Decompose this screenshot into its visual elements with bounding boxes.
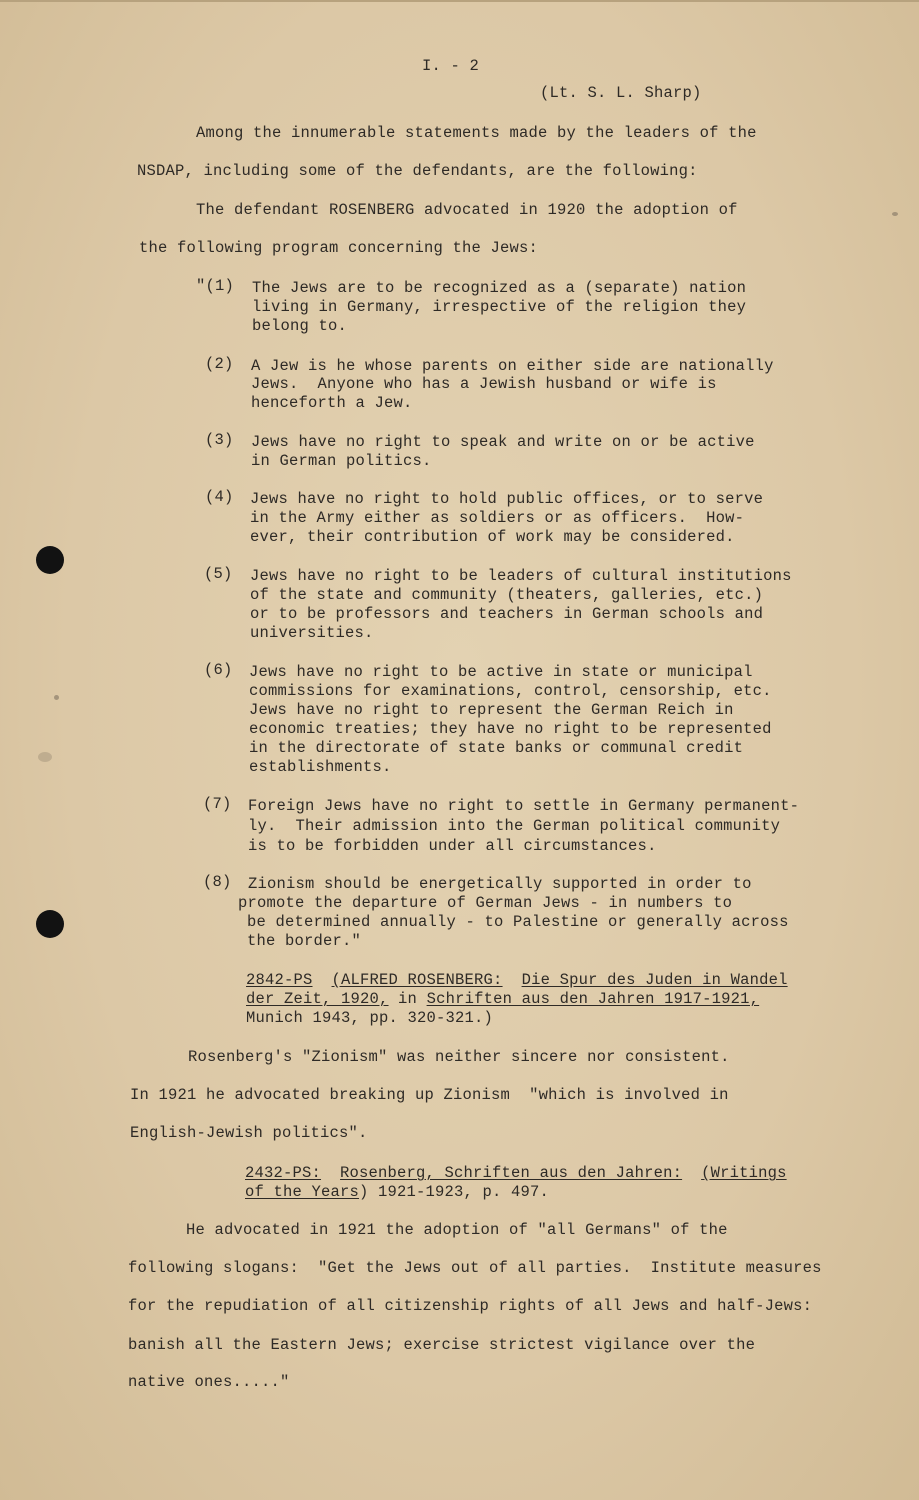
program-item-number: (6) xyxy=(204,661,233,679)
program-item-text: belong to. xyxy=(252,317,348,335)
punch-hole-upper xyxy=(36,546,64,574)
program-item-text: establishments. xyxy=(249,758,392,776)
program-item-number: (7) xyxy=(203,795,232,813)
program-item-text: be determined annually - to Palestine or generally across xyxy=(247,913,789,931)
citation-1-in: in xyxy=(398,990,418,1008)
citation-1-line-1 xyxy=(246,971,788,990)
citation-1-doc: 2842-PS xyxy=(246,971,313,989)
citation-1-title-b: der Zeit, 1920, xyxy=(246,990,389,1008)
program-item-number: "(1) xyxy=(196,277,235,295)
program-item-text: Zionism should be energetically supported in order to xyxy=(248,875,752,893)
program-item-text: universities. xyxy=(250,624,374,642)
program-item-text: The Jews are to be recognized as a (separate) nation xyxy=(252,279,747,297)
program-item-text: Jews have no right to be active in state or municipal xyxy=(249,663,753,681)
program-item-text: or to be professors and teachers in German schools and xyxy=(250,605,764,623)
citation-2-rest: ) 1921-1923, p. 497. xyxy=(359,1183,550,1201)
page-top-edge xyxy=(0,0,919,2)
program-item-number: (2) xyxy=(205,355,234,373)
para-2-line-1: Rosenberg's "Zionism" was neither sincere nor consistent. xyxy=(188,1048,730,1066)
citation-1-line-2 xyxy=(246,990,759,1009)
para-2-line-2: In 1921 he advocated breaking up Zionism "which is involved in xyxy=(130,1086,729,1104)
intro-line-2: NSDAP, including some of the defendants, are the following: xyxy=(137,162,698,180)
para-3-line-2: following slogans: "Get the Jews out of all parties. Institute measures xyxy=(128,1259,822,1277)
author-line: (Lt. S. L. Sharp) xyxy=(540,84,702,102)
program-item-text: Jews have no right to be leaders of cultural institutions xyxy=(250,567,792,585)
program-item-text: ly. Their admission into the German political community xyxy=(248,817,781,835)
citation-1-author: (ALFRED ROSENBERG: xyxy=(331,971,503,989)
citation-2-line-1 xyxy=(245,1164,787,1183)
program-item-number: (3) xyxy=(205,431,234,449)
program-item-text: Jews. Anyone who has a Jewish husband or wife is xyxy=(251,375,717,393)
citation-2-doc: 2432-PS: xyxy=(245,1164,322,1182)
citation-2-trans-b: of the Years xyxy=(245,1183,360,1201)
program-item-number: (5) xyxy=(204,565,233,583)
punch-hole-lower xyxy=(36,910,64,938)
program-item-text: henceforth a Jew. xyxy=(251,394,413,412)
citation-2-trans-a: (Writings xyxy=(701,1164,787,1182)
page-number: I. - 2 xyxy=(422,57,480,75)
citation-2-title: Rosenberg, Schriften aus den Jahren: xyxy=(340,1164,683,1182)
program-item-text: Jews have no right to speak and write on or be active xyxy=(251,433,755,451)
program-item-text: Jews have no right to represent the German Reich in xyxy=(249,701,734,719)
ink-smudge xyxy=(38,752,52,762)
program-item-text: Foreign Jews have no right to settle in Germany permanent- xyxy=(248,797,800,815)
program-item-text: is to be forbidden under all circumstances. xyxy=(248,837,657,855)
intro-line-4: the following program concerning the Jews: xyxy=(139,239,539,257)
ink-smudge xyxy=(892,212,898,216)
program-item-text: in the directorate of state banks or communal credit xyxy=(249,739,744,757)
program-item-text: in the Army either as soldiers or as officers. How- xyxy=(250,509,745,527)
program-item-text: Jews have no right to hold public offices, or to serve xyxy=(250,490,764,508)
ink-smudge xyxy=(54,695,59,700)
program-item-number: (8) xyxy=(203,873,232,891)
citation-1-imprint: Munich 1943, pp. 320-321.) xyxy=(246,1009,494,1027)
citation-1-work: Schriften aus den Jahren 1917-1921, xyxy=(426,990,760,1008)
program-item-text: economic treaties; they have no right to be represented xyxy=(249,720,772,738)
para-3-line-3: for the repudiation of all citizenship rights of all Jews and half-Jews: xyxy=(128,1297,813,1315)
program-item-text: promote the departure of German Jews - in numbers to xyxy=(238,894,733,912)
para-3-line-1: He advocated in 1921 the adoption of "all Germans" of the xyxy=(186,1221,728,1239)
intro-line-1: Among the innumerable statements made by the leaders of the xyxy=(196,124,757,142)
para-3-line-4: banish all the Eastern Jews; exercise strictest vigilance over the xyxy=(128,1336,756,1354)
program-item-number: (4) xyxy=(205,488,234,506)
para-3-line-5: native ones....." xyxy=(128,1373,290,1391)
program-item-text: A Jew is he whose parents on either side are nationally xyxy=(251,357,774,375)
program-item-text: living in Germany, irrespective of the religion they xyxy=(252,298,747,316)
program-item-text: in German politics. xyxy=(251,452,432,470)
program-item-text: commissions for examinations, control, censorship, etc. xyxy=(249,682,772,700)
citation-2-line-2 xyxy=(245,1183,549,1202)
intro-line-3: The defendant ROSENBERG advocated in 1920 the adoption of xyxy=(196,201,738,219)
para-2-line-3: English-Jewish politics". xyxy=(130,1124,368,1142)
program-item-text: ever, their contribution of work may be considered. xyxy=(250,528,735,546)
program-item-text: the border." xyxy=(247,932,362,950)
program-item-text: of the state and community (theaters, galleries, etc.) xyxy=(250,586,764,604)
citation-1-title-a: Die Spur des Juden in Wandel xyxy=(521,971,788,989)
